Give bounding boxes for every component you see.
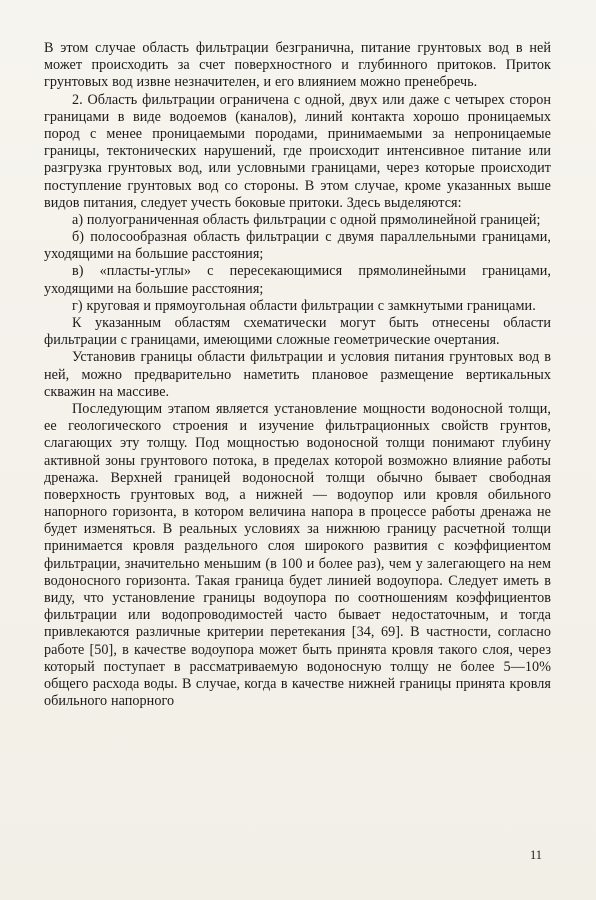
paragraph-aquifer-thickness: Последующим этапом является установление мощности водоносной толщи, ее геологического строения и изучение фильтрационных свойств грунтов, слагающих эту толщу. Под мощностью водоносной толщи понимают глубину активной зоны грунтового потока, в пределах которой возможно влияние работы дренажа. Верхней границей водоносной толщи обычно бывает свободная поверхность грунтовых вод, а нижней — водоупор или кровля обильного напорного горизонта, в котором величина напора в процессе работы дренажа не будет изменяться. В реальных условиях за нижнюю границу расчетной толщи принимается кровля раздельного слоя широкого развития с коэффициентом фильтрации, значительно меньшим (в 100 и более раз), чем у залегающего на нем водоносного горизонта. Такая граница будет линией водоупора. Следует иметь в виду, что установление границы водоупора по соотношениям коэффициентов фильтрации или водопроводимостей часто бывает недостаточным, и тогда привлекаются различные критерии перетекания [34, 69]. В частности, согласно работе [50], в качестве водоупора может быть принята кровля такого слоя, через который поступает в рассматриваемую водоносную толщу не более 5—10% общего расхода воды. В случае, когда в качестве нижней границы принята кровля обильного напорного — [44, 400, 551, 710]
list-item-b: б) полосообразная область фильтрации с двумя параллельными границами, уходящими на большие расстояния; — [44, 229, 551, 263]
paragraph-intro: В этом случае область фильтрации безгранична, питание грунтовых вод в ней может происходить за счет поверхностного и глубинного притоков. Приток грунтовых вод извне незначителен, и его влиянием можно пренебречь. — [44, 40, 551, 91]
page-number: 11 — [529, 848, 542, 862]
paragraph-item-2: 2. Область фильтрации ограничена с одной, двух или даже с четырех сторон границами в виде водоемов (каналов), линий контакта хорошо проницаемых пород с менее проницаемыми породами, принимаемыми за непроницаемые границы, тектонических нарушений, где происходит интенсивное питание или разгрузка грунтовых вод, или условными границами, через которые происходит поступление грунтовых вод со стороны. В этом случае, кроме указанных выше видов питания, следует учесть боковые притоки. Здесь выделяются: — [44, 91, 551, 211]
list-item-c: в) «пласты-углы» с пересекающимися прямолинейными границами, уходящими на большие расстояния; — [44, 263, 551, 297]
list-item-d: г) круговая и прямоугольная области фильтрации с замкнутыми границами. — [72, 297, 536, 314]
list-item-a: а) полуограниченная область фильтрации с одной прямолинейной границей; — [72, 211, 541, 228]
paragraph-boundaries-established: Установив границы области фильтрации и условия питания грунтовых вод в ней, можно предварительно наметить плановое размещение вертикальных скважин на массиве. — [44, 349, 551, 400]
paragraph-complex-boundaries: К указанным областям схематически могут быть отнесены области фильтрации с границами, имеющими сложные геометрические очертания. — [44, 315, 551, 349]
page-text — [44, 40, 551, 710]
